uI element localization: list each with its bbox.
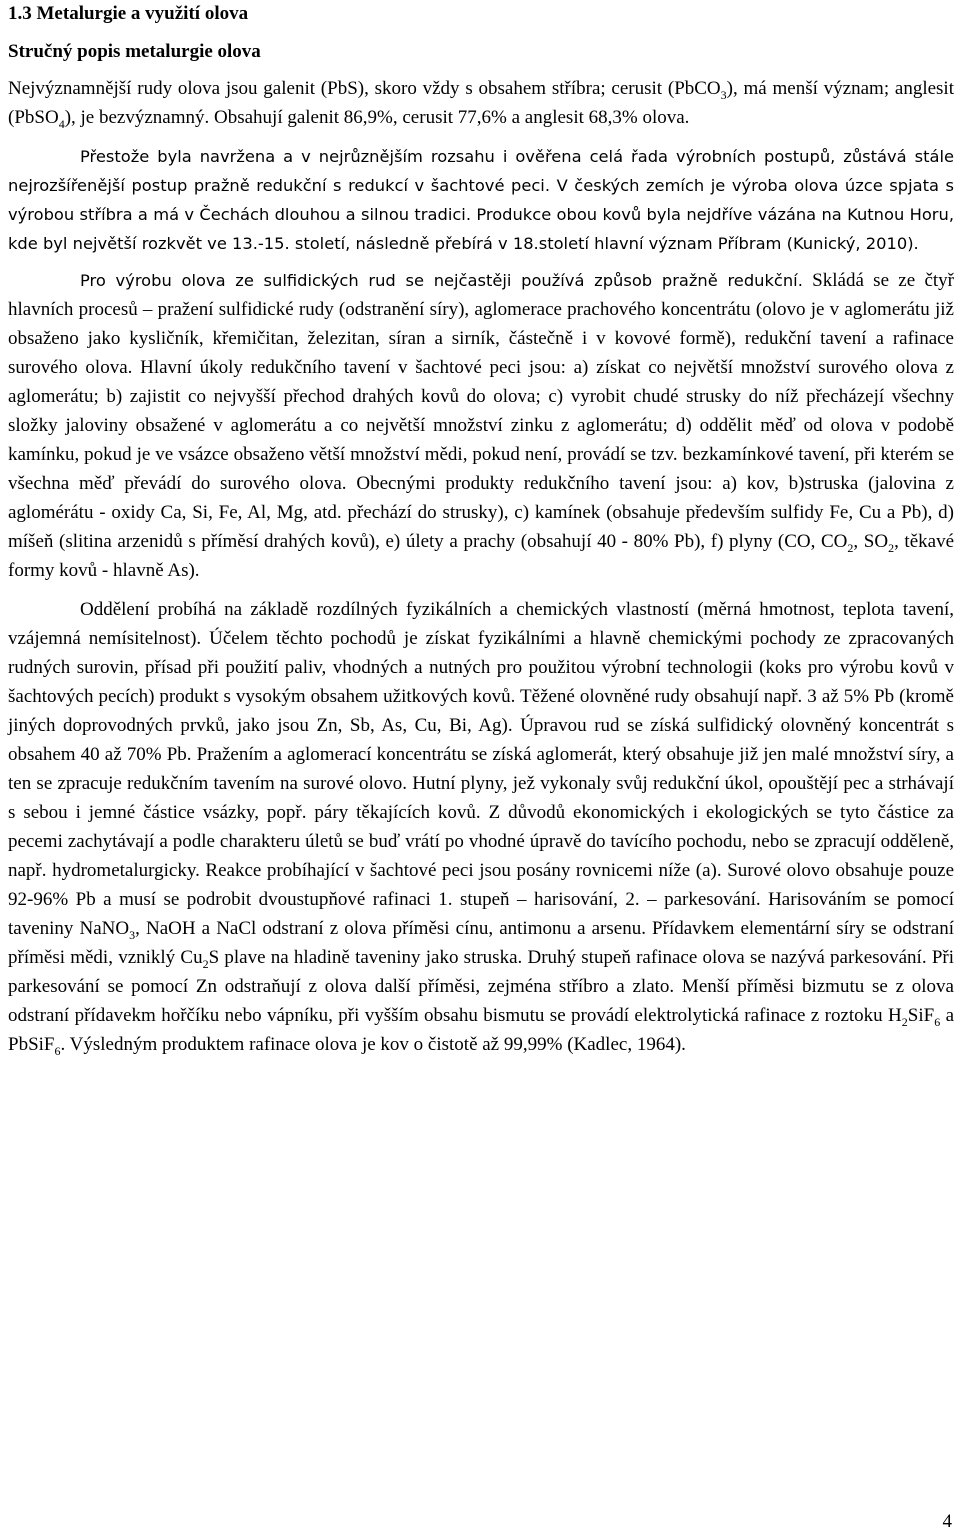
p3-text-d: , těkavé formy kovů - hlavně As). bbox=[8, 531, 955, 581]
p1-text-c: ), je bezvýznamný. Obsahují galenit 86,9%, cerusit 77,6% a anglesit 68,3% olova. bbox=[64, 107, 690, 128]
p4-sub-1: 3 bbox=[129, 927, 136, 942]
p4-sub-2: 2 bbox=[202, 956, 209, 971]
p4-sub-5: 6 bbox=[54, 1043, 61, 1058]
p4-text-c: S plave na hladině taveniny jako struska. Druhý stupeň rafinace olova se nazývá parkesování. Při parkesování se pomocí Zn odstraňují z olova další příměsi, zejména stříbro a zlato. Menší příměsi bizmutu se z olova odstraní přídavekm hořčíku nebo vápníku, při vyšším obsahu bismutu se provádí elektrolytická rafinace z roztoku H bbox=[8, 947, 954, 1026]
p1-text-a: Nejvýznamnější rudy olova jsou galenit (PbS), skoro vždy s obsahem stříbra; cerusit (PbCO bbox=[8, 78, 721, 99]
paragraph-separation bbox=[8, 595, 954, 1059]
p4-text-f: . Výsledným produktem rafinace olova je kov o čistotě až 99,99% (Kadlec, 1964). bbox=[60, 1034, 686, 1055]
p3-sub-2: 2 bbox=[888, 540, 895, 555]
p3-sub-1: 2 bbox=[847, 540, 854, 555]
p2-text-c: Produkce obou kovů byla nejdříve vázána na Kutnou Horu, kde byl největší rozkvět ve 13.-15. století, následně přebírá v 18.století hlavní význam Příbram (Kunický, 2010). bbox=[8, 205, 954, 253]
p4-text-b: , NaOH a NaCl odstraní z olova příměsi cínu, antimonu a arsenu. Přídavkem elementární síry se odstraní příměsi mědi, vzniklý Cu bbox=[8, 918, 954, 968]
section-title: 1.3 Metalurgie a využití olova bbox=[8, 3, 249, 24]
p4-text-d: SiF bbox=[907, 1005, 935, 1026]
p1-sub-2: 4 bbox=[58, 116, 65, 131]
p3-text-b: Skládá se ze čtyř hlavních procesů – pražení sulfidické rudy (odstranění síry), aglomerace prachového koncentrátu (olovo je v aglomerátu již obsaženo jako kysličník, křemičitan, železitan, síran a sirník, částečně i v kovové formě), redukční tavení a rafinace surového olova. Hlavní úkoly redukčního tavení v šachtové peci jsou: a) získat co největší množství surového olova z aglomerátu; b) zajistit co nejvyšší přechod drahých kovů do olova; c) vyrobit chudé strusky do níž přecházejí všechny složky jaloviny obsažené v aglomerátu a co největší množství zinku z aglomerátu; d) oddělit měď od olova v podobě kamínku, pokud je ve vsázce obsaženo větší množství mědi, pokud není, provádí se tzv. bezkamínkové tavení, při kterém se všechna měď převádí do surového olova. Obecnými produkty redukčního tavení jsou: a) kov, b)struska (jalovina z aglomérátu - oxidy Ca, Si, Fe, Al, Mg, atd. přechází do strusky), c) kamínek (obsahuje především sulfidy Fe, Cu a Pb), d) míšeň (slitina arzenidů s příměsí drahých kovů), e) úlety a prachy (obsahují 40 - 80% Pb), f) plyny (CO, CO bbox=[8, 270, 954, 552]
p1-text-b: ), má menší význam; anglesit (PbSO bbox=[8, 78, 954, 128]
p4-sub-4: 6 bbox=[934, 1014, 941, 1029]
section-subtitle: Stručný popis metalurgie olova bbox=[8, 41, 261, 62]
paragraph-process bbox=[8, 266, 954, 585]
paragraph-history bbox=[8, 142, 954, 258]
document-page bbox=[8, 0, 954, 1059]
p2-text-b: V českých zemích je výroba olova úzce spjata s výrobou stříbra a má v Čechách dlouhou a silnou tradici. bbox=[8, 176, 954, 224]
p3-text-c: , SO bbox=[853, 531, 889, 552]
page-number: 4 bbox=[942, 1511, 952, 1532]
p4-text-e: a PbSiF bbox=[8, 1005, 954, 1055]
p1-sub-1: 3 bbox=[720, 87, 727, 102]
paragraph-ores bbox=[8, 74, 954, 132]
p2-text-a: Přestože byla navržena a v nejrůznějším rozsahu i ověřena celá řada výrobních postupů, zůstává stále nejrozšířenější postup pražně redukční s redukcí v šachtové peci. bbox=[8, 147, 954, 195]
p3-text-a: Pro výrobu olova ze sulfidických rud se nejčastěji používá způsob pražně redukční. bbox=[80, 271, 803, 290]
p4-text-a: Oddělení probíhá na základě rozdílných fyzikálních a chemických vlastností (měrná hmotnost, teplota tavení, vzájemná nemísitelnost). Účelem těchto pochodů je získat fyzikálními a hlavně chemickými pochody ze zpracovaných rudných surovin, přísad při použití paliv, vhodných a nutných pro použitou výrobní technologii (koks pro výrobu kovů v šachtových pecích) produkt s vysokým obsahem užitkových kovů. Těžené olovněné rudy obsahují např. 3 až 5% Pb (kromě jiných doprovodných prvků, jako jsou Zn, Sb, As, Cu, Bi, Ag). Úpravou rud se získá sulfidický olovněný koncentrát s obsahem 40 až 70% Pb. Pražením a aglomerací koncentrátu se získá aglomerát, který obsahuje již jen malé množství síry, a ten se zpracuje redukčním tavením na surové olovo. Hutní plyny, jež vykonaly svůj redukční úkol, opouštějí pec a strhávají s sebou i jemné částice vsázky, popř. páry těkajících kovů. Z důvodů ekonomických i ekologických se tyto částice za pecemi zachytávají a podle charakteru úletů se buď vrátí po vhodné úpravě do tavícího pochodu, nebo se zpracují odděleně, např. hydrometalurgicky. Reakce probíhající v šachtové peci jsou posány rovnicemi níže (a). Surové olovo obsahuje pouze 92-96% Pb a musí se podrobit dvoustupňové rafinaci 1. stupeň – harisování, 2. – parkesování. Harisováním se pomocí taveniny NaNO bbox=[8, 599, 954, 939]
p4-sub-3: 2 bbox=[901, 1014, 908, 1029]
